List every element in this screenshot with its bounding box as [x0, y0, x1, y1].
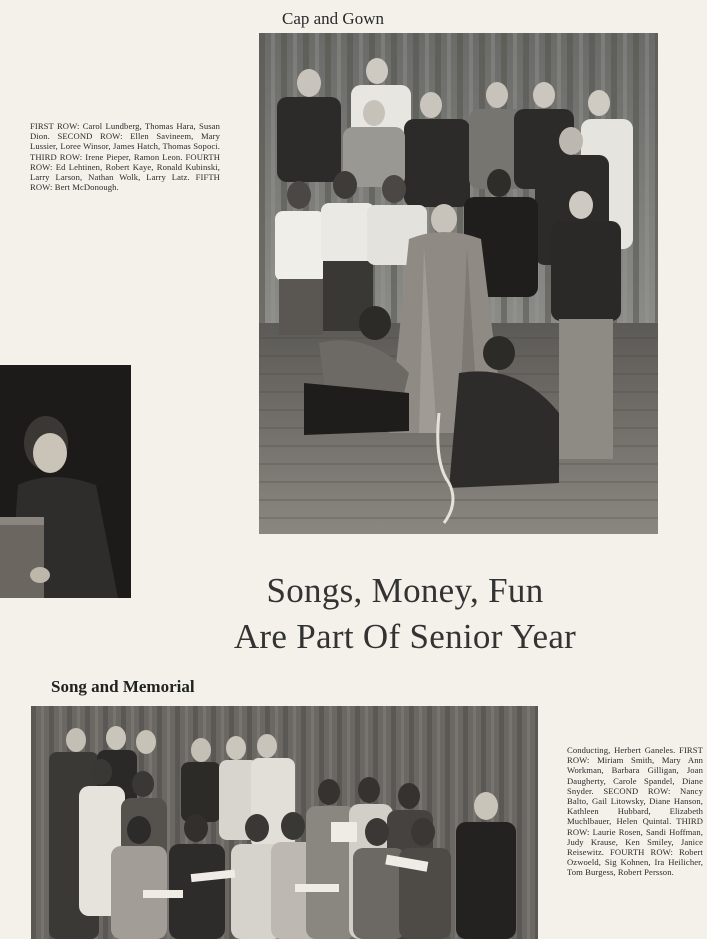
cap-and-gown-photo — [259, 33, 658, 534]
headline-line-2: Are Part Of Senior Year — [233, 617, 577, 656]
cap-and-gown-heading: Cap and Gown — [282, 9, 384, 28]
cap-and-gown-caption: FIRST ROW: Carol Lundberg, Thomas Hara, Susan Dion. SECOND ROW: Ellen Savineem, Mary Lussier, Loree Winsor, James Hatch, Thomas Sopoci. THIRD ROW: Irene Pieper, Ramon Leon. FOURTH ROW: Ed Lehtinen, Robert Kaye, Ronald Kubinski, Larry Larson, Nathan Wolk, Larry Latz. FIFTH ROW: Bert McDonough. — [30, 121, 220, 193]
song-and-memorial-heading: Song and Memorial — [51, 677, 195, 696]
headline-line-1: Songs, Money, Fun — [266, 571, 544, 610]
song-and-memorial-photo — [31, 706, 538, 939]
portrait-photo — [0, 365, 131, 598]
song-and-memorial-caption: Conducting, Herbert Ganeles. FIRST ROW: Miriam Smith, Mary Ann Workman, Barbara Gilligan, Joan Daugherty, Carole Spandel, Diane Snyder. SECOND ROW: Nancy Balto, Gail Litowsky, Diane Hanson, Kathleen Hubbard, Elizabeth Muchlbauer, Helen Quintal. THIRD ROW: Laurie Rosen, Sandi Hoffman, Judy Krause, Ken Smiley, Janice Reisewitz. FOURTH ROW: Robert Ozwoeld, Sig Kohnen, Ira Heilicher, Tom Burgess, Robert Persson. — [567, 745, 703, 878]
page-headline — [150, 568, 660, 660]
